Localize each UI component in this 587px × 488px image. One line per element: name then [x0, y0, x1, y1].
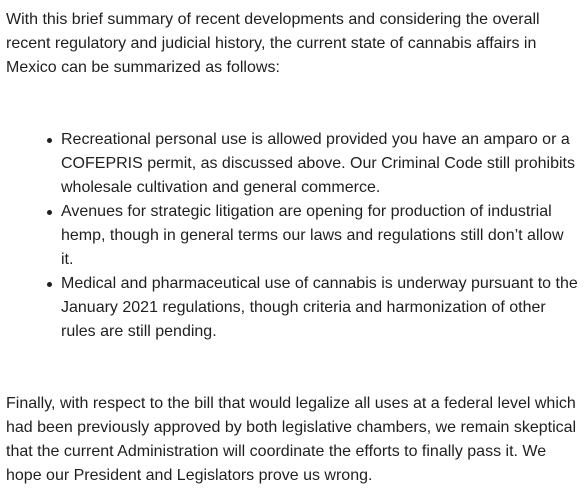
bullet-icon — [47, 210, 52, 215]
bullet-icon — [47, 138, 52, 143]
list-item — [61, 128, 578, 200]
list-item-text: Recreational personal use is allowed provided you have an amparo or a COFEPRIS permit, as discussed above. Our Criminal Code still prohibits wholesale cultivation and general commerce. — [61, 131, 575, 196]
list-item-text: Avenues for strategic litigation are opening for production of industrial hemp, though in general terms our laws and regulations still don’t allow it. — [61, 203, 564, 268]
intro-paragraph: With this brief summary of recent developments and considering the overall recent regulatory and judicial history, the current state of cannabis affairs in Mexico can be summarized as follows: — [6, 11, 540, 76]
conclusion-paragraph: Finally, with respect to the bill that would legalize all uses at a federal level which had been previously approved by both legislative chambers, we remain skeptical that the current Administration will coordinate the efforts to finally pass it. We hope our President and Legislators prove us wrong. — [6, 395, 577, 484]
list-item — [61, 200, 578, 272]
list-item-text: Medical and pharmaceutical use of cannabis is underway pursuant to the January 2021 regulations, though criteria and harmonization of other rules are still pending. — [61, 275, 578, 340]
bullet-icon — [47, 282, 52, 287]
document-body — [6, 8, 578, 488]
list-item — [61, 272, 578, 344]
summary-list — [6, 128, 578, 344]
